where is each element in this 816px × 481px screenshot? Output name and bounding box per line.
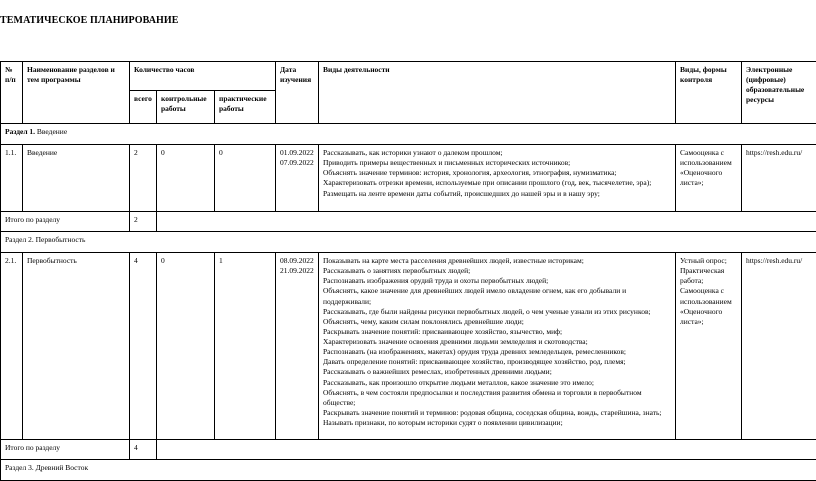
header-forms: Виды, формы контроля	[676, 62, 742, 124]
row-topic: Введение	[23, 145, 130, 212]
row-control-works: 0	[157, 253, 215, 440]
header-num: № п/п	[1, 62, 23, 124]
activity-item: Давать определение понятий: присваивающее хозяйство, производящее хозяйство, род, племя;	[323, 357, 671, 367]
activity-item: Распознавать изображения орудий труда и охоты первобытных людей;	[323, 276, 671, 286]
section-name: Введение	[37, 127, 67, 136]
section-total-value: 2	[130, 212, 157, 232]
activity-item: Распознавать (на изображениях, макетах) орудия труда древних земледельцев, ремесленников;	[323, 347, 671, 357]
row-control-works: 0	[157, 145, 215, 212]
row-activities	[319, 145, 676, 212]
row-practical-works: 1	[215, 253, 276, 440]
row-control-forms: Самооценка с использованием «Оценочного листа»;	[676, 145, 742, 212]
header-control: контрольные работы	[157, 91, 215, 124]
activity-item: Размещать на ленте времени даты событий, происшедших до нашей эры и в нашу эру;	[323, 189, 671, 199]
activity-item: Объяснять, в чем состояли предпосылки и последствия развития обмена и торговли в первобытном обществе;	[323, 388, 671, 408]
section-name: Древний Восток	[36, 463, 89, 472]
activity-item: Раскрывать значение понятий и терминов: родовая община, соседская община, вождь, старейшина, знать;	[323, 408, 671, 418]
row-control-forms: Устный опрос; Практическая работа; Самооценка с использованием «Оценочного листа»;	[676, 253, 742, 440]
row-total-hours: 2	[130, 145, 157, 212]
activity-item: Рассказывать о важнейших ремеслах, изобретенных древними людьми;	[323, 367, 671, 377]
activity-item: Рассказывать, где были найдены рисунки первобытных людей, о чем ученые узнали из этих рисунков;	[323, 307, 671, 317]
section-prefix: Раздел 1.	[5, 127, 35, 136]
section-row-1	[1, 124, 816, 145]
section-total-value: 4	[130, 440, 157, 460]
activity-item: Называть признаки, по которым историки судят о появлении цивилизации;	[323, 418, 671, 428]
activity-item: Характеризовать значение освоения древними людьми земледелия и скотоводства;	[323, 337, 671, 347]
activity-item: Объяснять значение терминов: история, хронология, археология, этнография, нумизматика;	[323, 168, 671, 178]
section-prefix: Раздел 2.	[5, 235, 34, 244]
section-total-row	[1, 440, 816, 460]
section-row-2	[1, 232, 816, 253]
row-topic: Первобытность	[23, 253, 130, 440]
activity-item: Объяснять, чему, каким силам поклонялись древнейшие люди;	[323, 317, 671, 327]
header-total: всего	[130, 91, 157, 124]
section-total-label: Итого по разделу	[1, 440, 130, 460]
header-practical: практические работы	[215, 91, 276, 124]
activity-item: Раскрывать значение понятий: присваивающее хозяйство, язычество, миф;	[323, 327, 671, 337]
header-date: Дата изучения	[276, 62, 319, 124]
row-practical-works: 0	[215, 145, 276, 212]
table-row	[1, 145, 816, 212]
planning-table	[0, 61, 816, 481]
section-label	[1, 232, 816, 253]
activity-item: Показывать на карте места расселения древнейших людей, известные историкам;	[323, 256, 671, 266]
row-num: 2.1.	[1, 253, 23, 440]
row-activities	[319, 253, 676, 440]
activity-item: Рассказывать, как историки узнают о далеком прошлом;	[323, 148, 671, 158]
section-total-row	[1, 212, 816, 232]
section-total-label: Итого по разделу	[1, 212, 130, 232]
section-row-3	[1, 460, 816, 481]
row-resource-link[interactable]: https://resh.edu.ru/	[742, 253, 816, 440]
row-date: 01.09.2022 07.09.2022	[276, 145, 319, 212]
row-total-hours: 4	[130, 253, 157, 440]
section-total-empty	[157, 212, 816, 232]
row-num: 1.1.	[1, 145, 23, 212]
section-prefix: Раздел 3.	[5, 463, 34, 472]
table-row	[1, 253, 816, 440]
section-total-empty	[157, 440, 816, 460]
activity-item: Объяснять, какое значение для древнейших людей имело овладение огнем, как его добывали и поддерживали;	[323, 286, 671, 306]
row-resource-link[interactable]: https://resh.edu.ru/	[742, 145, 816, 212]
activity-item: Рассказывать, как произошло открытие людьми металлов, какое значение это имело;	[323, 378, 671, 388]
section-name: Первобытность	[36, 235, 86, 244]
row-date: 08.09.2022 21.09.2022	[276, 253, 319, 440]
page-title: ТЕМАТИЧЕСКОЕ ПЛАНИРОВАНИЕ	[0, 15, 179, 26]
section-label	[1, 460, 816, 481]
header-activities: Виды деятельности	[319, 62, 676, 124]
activity-item: Характеризовать отрезки времени, используемые при описании прошлого (год, век, тысячелетие, эра);	[323, 178, 671, 188]
header-hours: Количество часов	[130, 62, 276, 91]
header-name: Наименование разделов и тем программы	[23, 62, 130, 124]
activity-item: Рассказывать о занятиях первобытных людей;	[323, 266, 671, 276]
section-label	[1, 124, 816, 145]
header-resources: Электронные (цифровые) образовательные ресурсы	[742, 62, 816, 124]
activity-item: Приводить примеры вещественных и письменных исторических источников;	[323, 158, 671, 168]
